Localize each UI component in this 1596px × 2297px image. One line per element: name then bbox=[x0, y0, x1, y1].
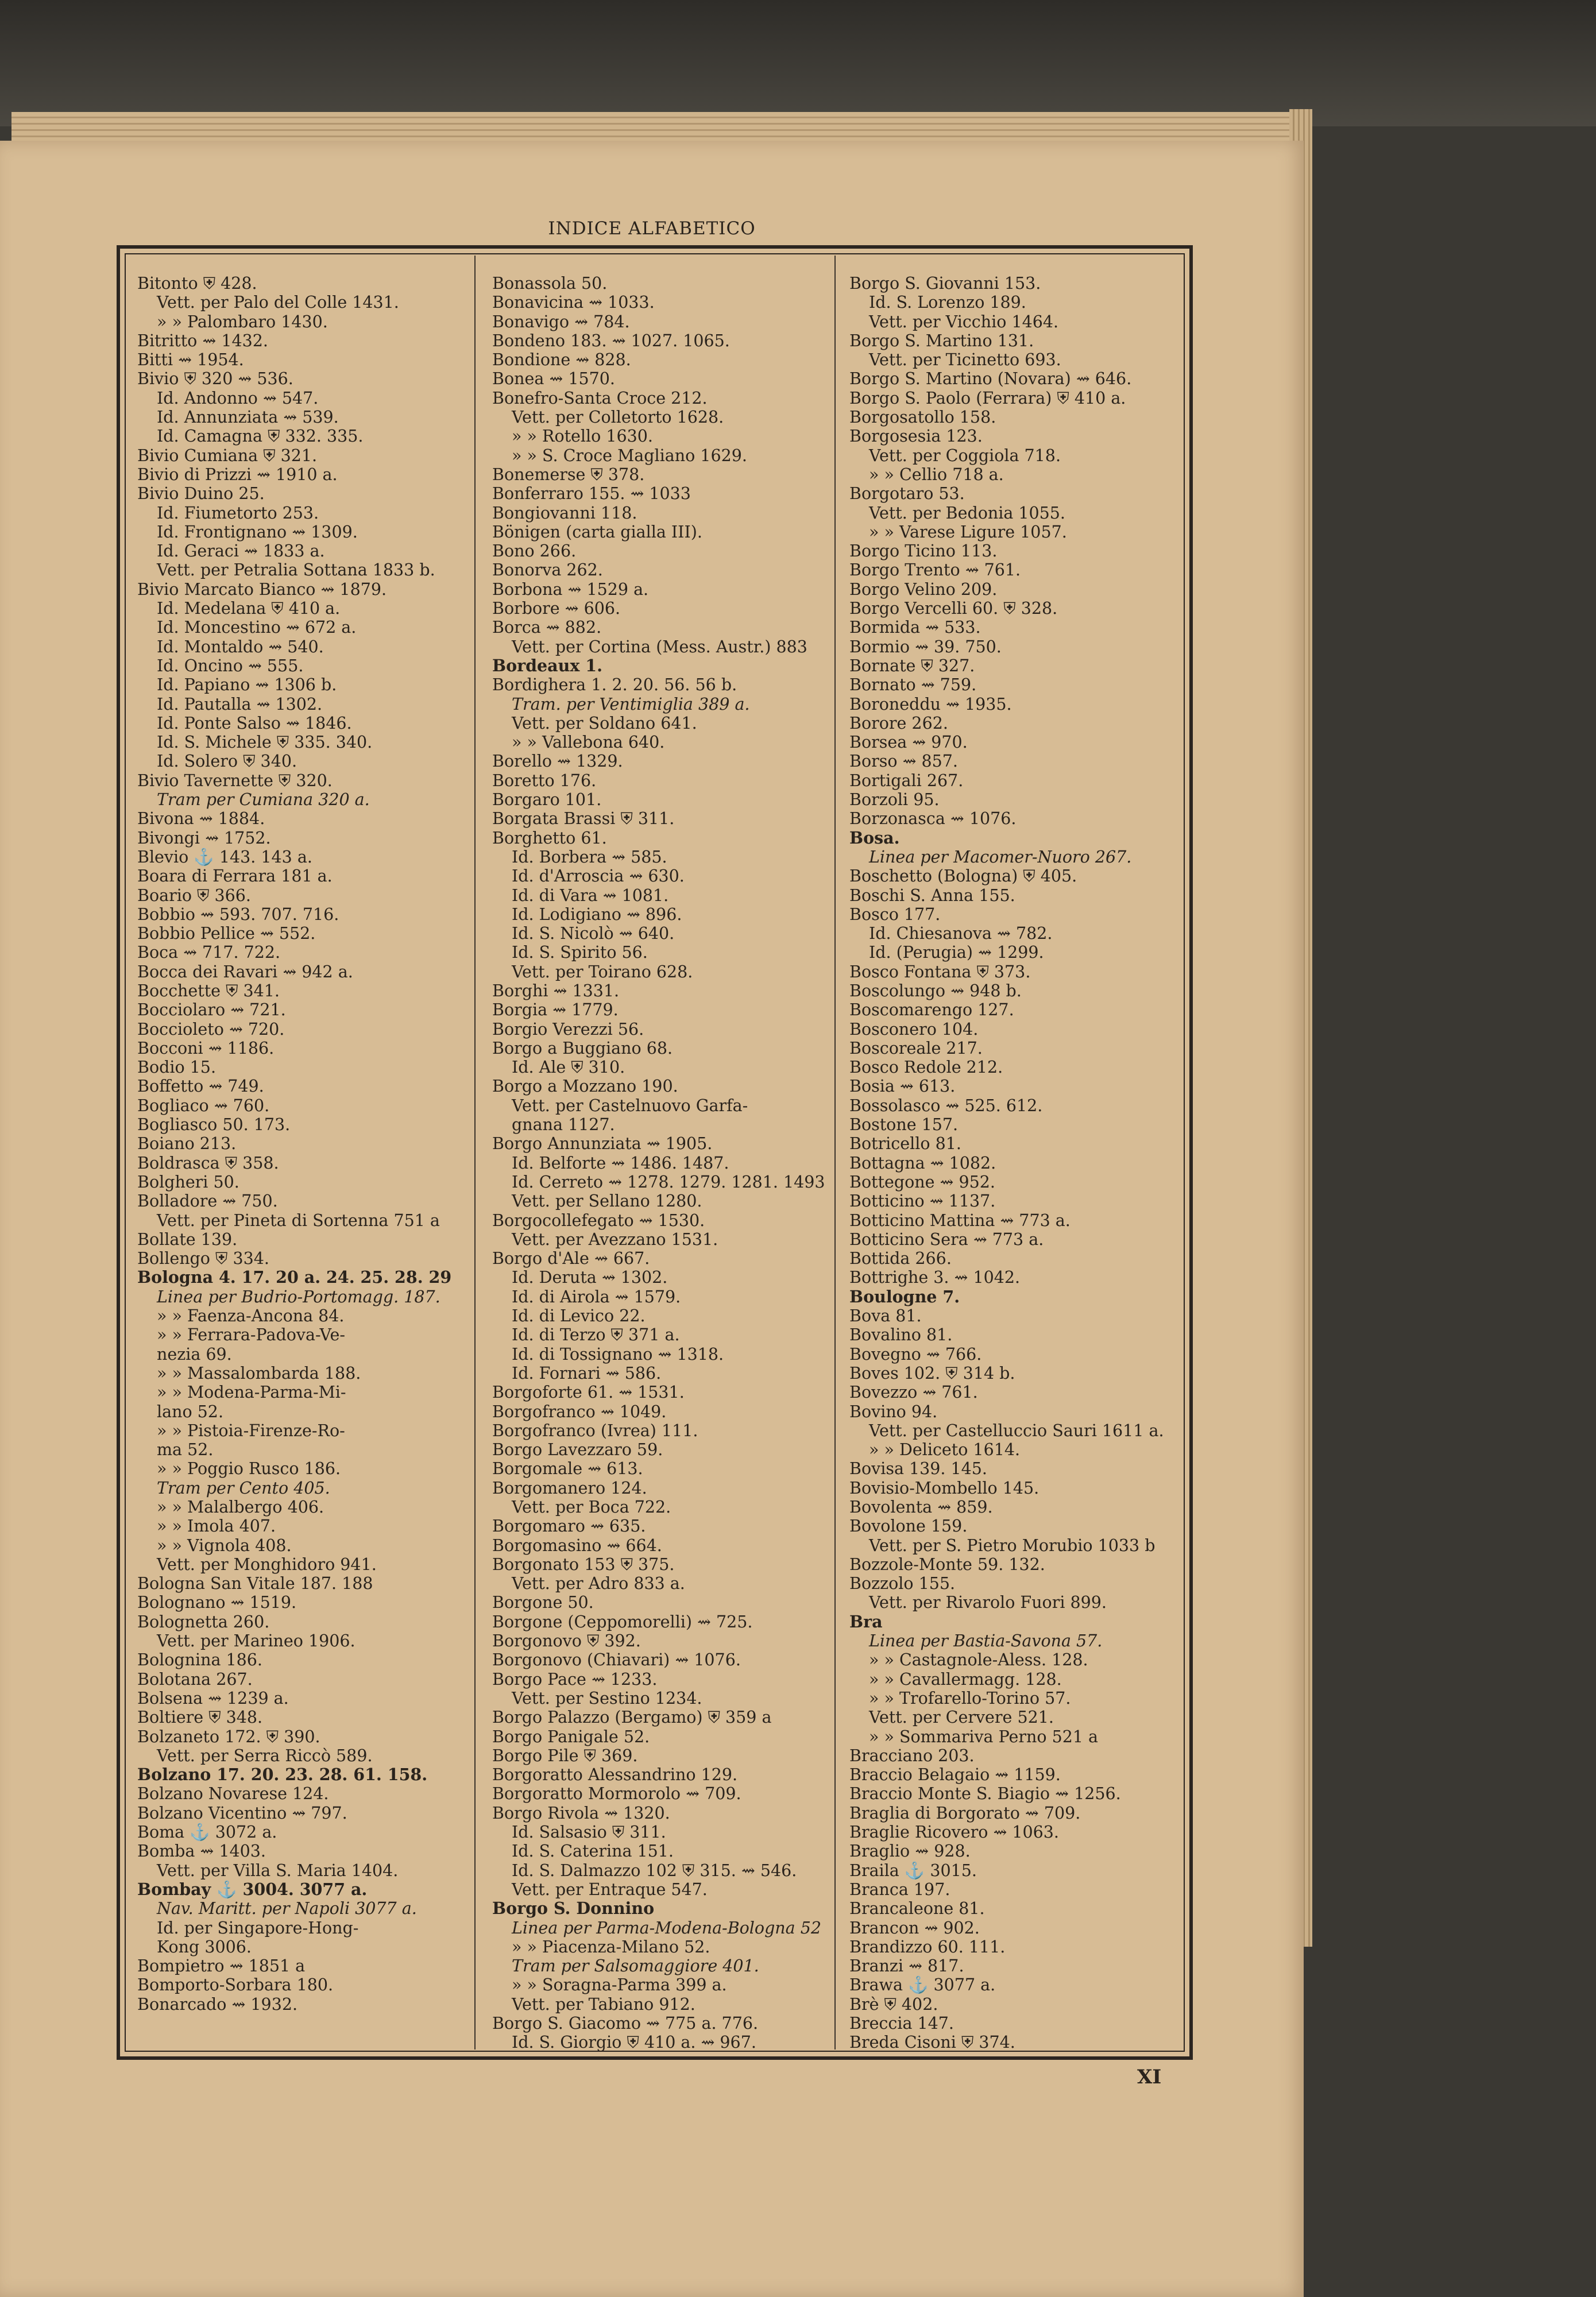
index-entry: » » Massalombarda 188. bbox=[157, 1363, 361, 1383]
index-entry: Borsea ⇝ 970. bbox=[849, 733, 968, 752]
index-entry: Botticino Mattina ⇝ 773 a. bbox=[849, 1211, 1071, 1230]
index-entry: Bormida ⇝ 533. bbox=[849, 618, 981, 637]
index-entry: Bocca dei Ravari ⇝ 942 a. bbox=[137, 962, 353, 981]
index-entry: Bortigali 267. bbox=[849, 771, 964, 790]
index-entry: Id. di Vara ⇝ 1081. bbox=[512, 885, 669, 905]
index-entry: Bollengo ⛨ 334. bbox=[137, 1249, 269, 1269]
index-entry: Vett. per Toirano 628. bbox=[512, 962, 693, 981]
index-entry: Vett. per Castelnuovo Garfa- bbox=[512, 1096, 748, 1115]
index-entry: Tram. per Ventimiglia 389 a. bbox=[512, 694, 750, 714]
index-entry: Brancon ⇝ 902. bbox=[849, 1918, 980, 1938]
index-entry: Bolzano 17. 20. 23. 28. 61. 158. bbox=[137, 1765, 428, 1785]
index-entry: Linea per Bastia-Savona 57. bbox=[869, 1631, 1103, 1651]
index-entry: » » Soragna-Parma 399 a. bbox=[512, 1975, 727, 1995]
index-entry: Bottagna ⇝ 1082. bbox=[849, 1153, 996, 1173]
index-entry: Id. Frontignano ⇝ 1309. bbox=[157, 522, 358, 542]
index-entry: Boffetto ⇝ 749. bbox=[137, 1077, 264, 1096]
index-entry: Vett. per Castelluccio Sauri 1611 a. bbox=[869, 1421, 1164, 1440]
index-entry: Borgo Pace ⇝ 1233. bbox=[492, 1669, 658, 1689]
index-entry: Brè ⛨ 402. bbox=[849, 1994, 938, 2014]
index-entry: Bonavicina ⇝ 1033. bbox=[492, 293, 655, 312]
index-entry: Borghi ⇝ 1331. bbox=[492, 981, 620, 1000]
index-entry: Bosa. bbox=[849, 828, 900, 848]
index-entry: Brandizzo 60. 111. bbox=[849, 1937, 1006, 1956]
index-entry: lano 52. bbox=[157, 1402, 224, 1421]
index-entry: Borgonovo ⛨ 392. bbox=[492, 1631, 641, 1651]
index-entry: Vett. per Pineta di Sortenna 751 a bbox=[157, 1211, 440, 1230]
index-entry: Bolgheri 50. bbox=[137, 1172, 239, 1192]
index-entry: Borgocollefegato ⇝ 1530. bbox=[492, 1211, 705, 1230]
index-entry: Bitonto ⛨ 428. bbox=[137, 274, 257, 293]
index-entry: » » Modena-Parma-Mi- bbox=[157, 1383, 346, 1402]
index-entry: Bovisa 139. 145. bbox=[849, 1459, 987, 1479]
index-entry: Id. S. Caterina 151. bbox=[512, 1842, 674, 1861]
index-entry: » » Piacenza-Milano 52. bbox=[512, 1937, 710, 1956]
index-entry: Bolzaneto 172. ⛨ 390. bbox=[137, 1727, 320, 1746]
index-column-2 bbox=[492, 274, 831, 2052]
index-entry: Borgo Panigale 52. bbox=[492, 1727, 650, 1746]
index-entry: Vett. per Boca 722. bbox=[512, 1498, 671, 1517]
index-entry: Boscolungo ⇝ 948 b. bbox=[849, 981, 1022, 1000]
index-frame bbox=[117, 245, 1193, 2060]
index-entry: » » Deliceto 1614. bbox=[869, 1440, 1021, 1460]
index-entry: Tram per Cento 405. bbox=[157, 1478, 330, 1498]
index-entry: » » Trofarello-Torino 57. bbox=[869, 1688, 1071, 1708]
index-entry: Borgomaro ⇝ 635. bbox=[492, 1517, 646, 1536]
index-entry: Kong 3006. bbox=[157, 1937, 252, 1956]
index-entry: Borgonato 153 ⛨ 375. bbox=[492, 1554, 675, 1574]
index-entry: Boves 102. ⛨ 314 b. bbox=[849, 1363, 1015, 1383]
index-entry: Bordighera 1. 2. 20. 56. 56 b. bbox=[492, 675, 737, 695]
index-entry: Vett. per Adro 833 a. bbox=[512, 1574, 685, 1594]
index-entry: Boroneddu ⇝ 1935. bbox=[849, 694, 1012, 714]
index-entry: Boara di Ferrara 181 a. bbox=[137, 867, 333, 886]
index-entry: Bivona ⇝ 1884. bbox=[137, 809, 265, 829]
index-entry: Bozzolo 155. bbox=[849, 1574, 956, 1594]
background-top bbox=[0, 0, 1596, 126]
index-entry: Vett. per Petralia Sottana 1833 b. bbox=[157, 560, 435, 580]
index-entry: Borgosatollo 158. bbox=[849, 408, 996, 427]
index-entry: Bologna 4. 17. 20 a. 24. 25. 28. 29 bbox=[137, 1268, 452, 1287]
index-entry: Borgo Velino 209. bbox=[849, 579, 998, 599]
index-entry: Bönigen (carta gialla III). bbox=[492, 522, 702, 542]
index-entry: Bobbio ⇝ 593. 707. 716. bbox=[137, 904, 339, 924]
index-entry: Vett. per Vicchio 1464. bbox=[869, 312, 1059, 331]
index-entry: Vett. per S. Pietro Morubio 1033 b bbox=[869, 1536, 1156, 1555]
index-entry: Borgoratto Alessandrino 129. bbox=[492, 1765, 738, 1785]
index-entry: Id. per Singapore-Hong- bbox=[157, 1918, 359, 1938]
index-entry: Borgo Ticino 113. bbox=[849, 542, 998, 561]
index-entry: Id. Cerreto ⇝ 1278. 1279. 1281. 1493 bbox=[512, 1172, 825, 1192]
index-entry: Id. Lodigiano ⇝ 896. bbox=[512, 904, 682, 924]
index-entry: Bolognano ⇝ 1519. bbox=[137, 1593, 297, 1612]
index-entry: Boschi S. Anna 155. bbox=[849, 885, 1015, 905]
index-entry: Bolzano Vicentino ⇝ 797. bbox=[137, 1803, 347, 1823]
index-entry: Borgo Vercelli 60. ⛨ 328. bbox=[849, 599, 1058, 618]
index-entry: » » Imola 407. bbox=[157, 1517, 276, 1536]
index-entry: Boulogne 7. bbox=[849, 1287, 960, 1306]
index-entry: Bosia ⇝ 613. bbox=[849, 1077, 956, 1096]
index-entry: » » Cavallermagg. 128. bbox=[869, 1669, 1062, 1689]
index-entry: Bornate ⛨ 327. bbox=[849, 656, 975, 675]
index-entry: Bobbio Pellice ⇝ 552. bbox=[137, 924, 316, 943]
index-entry: Id. Belforte ⇝ 1486. 1487. bbox=[512, 1153, 729, 1173]
index-entry: Borgomasino ⇝ 664. bbox=[492, 1536, 662, 1555]
index-entry: Borzoli 95. bbox=[849, 790, 940, 810]
index-entry: Id. S. Lorenzo 189. bbox=[869, 293, 1026, 312]
index-entry: Bolsena ⇝ 1239 a. bbox=[137, 1688, 289, 1708]
index-entry: Id. Camagna ⛨ 332. 335. bbox=[157, 427, 364, 446]
index-entry: Borgio Verezzi 56. bbox=[492, 1019, 644, 1039]
index-entry: Braila ⚓ 3015. bbox=[849, 1861, 977, 1880]
index-entry: Bonea ⇝ 1570. bbox=[492, 369, 615, 389]
index-entry: Bocconi ⇝ 1186. bbox=[137, 1038, 275, 1058]
index-entry: Borgo S. Martino (Novara) ⇝ 646. bbox=[849, 369, 1132, 389]
index-entry: Botricello 81. bbox=[849, 1134, 961, 1154]
index-entry: Boschetto (Bologna) ⛨ 405. bbox=[849, 867, 1077, 886]
index-entry: Vett. per Avezzano 1531. bbox=[512, 1229, 718, 1249]
index-entry: Id. Ponte Salso ⇝ 1846. bbox=[157, 713, 352, 733]
index-entry: » » Poggio Rusco 186. bbox=[157, 1459, 341, 1479]
index-entry: Bivio Duino 25. bbox=[137, 484, 265, 504]
index-entry: Vett. per Villa S. Maria 1404. bbox=[157, 1861, 399, 1880]
index-entry: Boltiere ⛨ 348. bbox=[137, 1708, 263, 1727]
index-entry: Linea per Macomer-Nuoro 267. bbox=[869, 847, 1132, 867]
index-entry: Bondeno 183. ⇝ 1027. 1065. bbox=[492, 331, 730, 350]
index-entry: Borgomanero 124. bbox=[492, 1478, 647, 1498]
index-entry: Bornato ⇝ 759. bbox=[849, 675, 977, 695]
index-entry: Borgo d'Ale ⇝ 667. bbox=[492, 1249, 650, 1269]
index-entry: Borgaro 101. bbox=[492, 790, 602, 810]
index-entry: Boscomarengo 127. bbox=[849, 1000, 1014, 1020]
index-entry: Borgo S. Paolo (Ferrara) ⛨ 410 a. bbox=[849, 388, 1126, 408]
index-entry: Braglio ⇝ 928. bbox=[849, 1842, 971, 1861]
index-entry: Vett. per Cortina (Mess. Austr.) 883 bbox=[512, 637, 807, 656]
index-entry: Nav. Maritt. per Napoli 3077 a. bbox=[157, 1899, 417, 1919]
index-entry: Boario ⛨ 366. bbox=[137, 885, 251, 905]
index-entry: Bonassola 50. bbox=[492, 274, 608, 293]
index-entry: Id. Salsasio ⛨ 311. bbox=[512, 1823, 666, 1842]
index-entry: » » Pistoia-Firenze-Ro- bbox=[157, 1421, 345, 1440]
index-entry: Borgonovo (Chiavari) ⇝ 1076. bbox=[492, 1650, 741, 1670]
index-column-1 bbox=[137, 274, 476, 2014]
index-entry: Bonarcado ⇝ 1932. bbox=[137, 1994, 298, 2014]
index-entry: Botticino Sera ⇝ 773 a. bbox=[849, 1229, 1044, 1249]
index-entry: » » Vallebona 640. bbox=[512, 733, 665, 752]
book-page bbox=[0, 141, 1304, 2297]
index-entry: Borgo Lavezzaro 59. bbox=[492, 1440, 663, 1460]
index-entry: Branzi ⇝ 817. bbox=[849, 1956, 964, 1976]
index-entry: Borbona ⇝ 1529 a. bbox=[492, 579, 649, 599]
index-entry: Boccioleto ⇝ 720. bbox=[137, 1019, 285, 1039]
index-entry: Vett. per Rivarolo Fuori 899. bbox=[869, 1593, 1107, 1612]
index-entry: Bollate 139. bbox=[137, 1229, 238, 1249]
index-entry: Bono 266. bbox=[492, 542, 577, 561]
index-entry: » » Sommariva Perno 521 a bbox=[869, 1727, 1099, 1746]
index-entry: Vett. per Ticinetto 693. bbox=[869, 350, 1061, 370]
index-entry: » » Varese Ligure 1057. bbox=[869, 522, 1067, 542]
index-entry: Brancaleone 81. bbox=[849, 1899, 985, 1919]
index-entry: Boscoreale 217. bbox=[849, 1038, 983, 1058]
index-entry: » » Malalbergo 406. bbox=[157, 1498, 324, 1517]
index-entry: Borgosesia 123. bbox=[849, 427, 983, 446]
index-entry: Borgofranco ⇝ 1049. bbox=[492, 1402, 667, 1421]
index-entry: Bormio ⇝ 39. 750. bbox=[849, 637, 1002, 656]
index-entry: Vett. per Monghidoro 941. bbox=[157, 1554, 377, 1574]
index-entry: Boretto 176. bbox=[492, 771, 597, 790]
index-entry: Id. S. Nicolò ⇝ 640. bbox=[512, 924, 675, 943]
index-entry: Boiano 213. bbox=[137, 1134, 237, 1154]
index-entry: Borgo Pile ⛨ 369. bbox=[492, 1746, 638, 1765]
index-column-3 bbox=[849, 274, 1188, 2052]
index-entry: Bovolenta ⇝ 859. bbox=[849, 1498, 993, 1517]
index-entry: Tram per Cumiana 320 a. bbox=[157, 790, 370, 810]
index-entry: Borgoratto Mormorolo ⇝ 709. bbox=[492, 1784, 741, 1804]
index-entry: Vett. per Tabiano 912. bbox=[512, 1994, 695, 2014]
index-entry: Vett. per Cervere 521. bbox=[869, 1708, 1054, 1727]
index-entry: Bottida 266. bbox=[849, 1249, 952, 1269]
index-entry: Bosco Redole 212. bbox=[849, 1058, 1003, 1077]
index-entry: Bonferraro 155. ⇝ 1033 bbox=[492, 484, 691, 504]
index-entry: Bovegno ⇝ 766. bbox=[849, 1344, 982, 1364]
index-entry: Braccio Belagaio ⇝ 1159. bbox=[849, 1765, 1061, 1785]
index-entry: Bivio Tavernette ⛨ 320. bbox=[137, 771, 333, 790]
index-entry: Bostone 157. bbox=[849, 1115, 959, 1135]
index-entry: Borgoforte 61. ⇝ 1531. bbox=[492, 1383, 685, 1402]
index-entry: Id. Chiesanova ⇝ 782. bbox=[869, 924, 1053, 943]
index-entry: Id. Moncestino ⇝ 672 a. bbox=[157, 618, 357, 637]
index-entry: Braccio Monte S. Biagio ⇝ 1256. bbox=[849, 1784, 1121, 1804]
index-entry: Id. S. Giorgio ⛨ 410 a. ⇝ 967. bbox=[512, 2033, 756, 2052]
index-entry: Linea per Budrio-Portomagg. 187. bbox=[157, 1287, 440, 1306]
index-entry: Id. Oncino ⇝ 555. bbox=[157, 656, 304, 675]
index-entry: Bitritto ⇝ 1432. bbox=[137, 331, 268, 350]
index-entry: Bogliaco ⇝ 760. bbox=[137, 1096, 270, 1115]
index-entry: Bolognetta 260. bbox=[137, 1612, 270, 1631]
index-entry: » » Vignola 408. bbox=[157, 1536, 292, 1555]
index-entry: Bonefro-Santa Croce 212. bbox=[492, 388, 708, 408]
index-entry: Vett. per Serra Riccò 589. bbox=[157, 1746, 373, 1765]
index-entry: Bocciolaro ⇝ 721. bbox=[137, 1000, 286, 1020]
index-entry: nezia 69. bbox=[157, 1344, 232, 1364]
index-entry: Braglia di Borgorato ⇝ 709. bbox=[849, 1803, 1081, 1823]
index-entry: Borgo Rivola ⇝ 1320. bbox=[492, 1803, 670, 1823]
index-entry: Id. d'Arroscia ⇝ 630. bbox=[512, 867, 685, 886]
index-entry: Borore 262. bbox=[849, 713, 948, 733]
page-number: XI bbox=[1137, 2066, 1162, 2089]
index-entry: Id. S. Michele ⛨ 335. 340. bbox=[157, 733, 373, 752]
index-entry: Borgo S. Donnino bbox=[492, 1899, 655, 1919]
index-entry: Borgone 50. bbox=[492, 1593, 594, 1612]
index-entry: Bova 81. bbox=[849, 1306, 922, 1326]
index-entry: Id. Montaldo ⇝ 540. bbox=[157, 637, 324, 656]
index-entry: Id. Geraci ⇝ 1833 a. bbox=[157, 542, 325, 561]
index-entry: Borgo S. Giacomo ⇝ 775 a. 776. bbox=[492, 2014, 759, 2033]
index-entry: » » S. Croce Magliano 1629. bbox=[512, 446, 747, 465]
index-entry: Borgata Brassi ⛨ 311. bbox=[492, 809, 675, 829]
index-entry: Vett. per Coggiola 718. bbox=[869, 446, 1061, 465]
index-entry: Bombay ⚓ 3004. 3077 a. bbox=[137, 1880, 368, 1899]
index-entry: Bossolasco ⇝ 525. 612. bbox=[849, 1096, 1043, 1115]
index-entry: Borgone (Ceppomorelli) ⇝ 725. bbox=[492, 1612, 753, 1631]
index-entry: » » Palombaro 1430. bbox=[157, 312, 328, 331]
index-entry: Bolognina 186. bbox=[137, 1650, 262, 1670]
index-entry: Botticino ⇝ 1137. bbox=[849, 1192, 996, 1211]
index-entry: Id. (Perugia) ⇝ 1299. bbox=[869, 943, 1044, 962]
index-entry: Blevio ⚓ 143. 143 a. bbox=[137, 847, 312, 867]
index-entry: Bolladore ⇝ 750. bbox=[137, 1192, 278, 1211]
index-entry: Id. Ale ⛨ 310. bbox=[512, 1058, 625, 1077]
index-entry: Bolzano Novarese 124. bbox=[137, 1784, 329, 1804]
index-entry: Vett. per Marineo 1906. bbox=[157, 1631, 355, 1651]
index-entry: Borgo Trento ⇝ 761. bbox=[849, 560, 1021, 580]
index-entry: Id. di Levico 22. bbox=[512, 1306, 646, 1326]
index-entry: gnana 1127. bbox=[512, 1115, 615, 1135]
index-entry: Tram per Salsomaggiore 401. bbox=[512, 1956, 759, 1976]
column-divider bbox=[834, 256, 836, 2049]
index-entry: Bongiovanni 118. bbox=[492, 503, 637, 523]
index-entry: Id. Deruta ⇝ 1302. bbox=[512, 1268, 668, 1287]
index-entry: Borgomale ⇝ 613. bbox=[492, 1459, 643, 1479]
index-entry: Borca ⇝ 882. bbox=[492, 618, 602, 637]
index-entry: » » Faenza-Ancona 84. bbox=[157, 1306, 345, 1326]
index-entry: Bivio ⛨ 320 ⇝ 536. bbox=[137, 369, 293, 389]
index-entry: Borghetto 61. bbox=[492, 828, 607, 848]
index-entry: » » Cellio 718 a. bbox=[869, 465, 1004, 484]
index-entry: Breda Cisoni ⛨ 374. bbox=[849, 2033, 1015, 2052]
index-entry: Bolotana 267. bbox=[137, 1669, 253, 1689]
index-entry: Id. di Terzo ⛨ 371 a. bbox=[512, 1325, 680, 1345]
index-entry: Vett. per Sestino 1234. bbox=[512, 1688, 702, 1708]
index-entry: Bovezzo ⇝ 761. bbox=[849, 1383, 978, 1402]
index-entry: Bosconero 104. bbox=[849, 1019, 979, 1039]
index-entry: Borgofranco (Ivrea) 111. bbox=[492, 1421, 698, 1440]
index-entry: Bovisio-Mombello 145. bbox=[849, 1478, 1039, 1498]
index-entry: Bra bbox=[849, 1612, 883, 1631]
index-entry: Bologna San Vitale 187. 188 bbox=[137, 1574, 373, 1594]
index-entry: Id. Borbera ⇝ 585. bbox=[512, 847, 667, 867]
index-entry: Borgo a Buggiano 68. bbox=[492, 1038, 673, 1058]
index-entry: » » Castagnole-Aless. 128. bbox=[869, 1650, 1088, 1670]
index-entry: Borbore ⇝ 606. bbox=[492, 599, 621, 618]
index-entry: Branca 197. bbox=[849, 1880, 950, 1899]
index-entry: Linea per Parma-Modena-Bologna 52 bbox=[512, 1918, 821, 1938]
index-entry: » » Ferrara-Padova-Ve- bbox=[157, 1325, 345, 1345]
index-entry: Bozzole-Monte 59. 132. bbox=[849, 1554, 1045, 1574]
index-entry: Id. Papiano ⇝ 1306 b. bbox=[157, 675, 337, 695]
index-entry: Id. Annunziata ⇝ 539. bbox=[157, 408, 339, 427]
index-entry: Bitti ⇝ 1954. bbox=[137, 350, 244, 370]
index-entry: Borgo S. Giovanni 153. bbox=[849, 274, 1041, 293]
index-entry: Bondione ⇝ 828. bbox=[492, 350, 631, 370]
index-entry: Bogliasco 50. 173. bbox=[137, 1115, 291, 1135]
index-entry: Id. S. Spirito 56. bbox=[512, 943, 648, 962]
index-entry: Id. Andonno ⇝ 547. bbox=[157, 388, 319, 408]
index-entry: Bovolone 159. bbox=[849, 1517, 968, 1536]
index-entry: Bovalino 81. bbox=[849, 1325, 953, 1345]
index-entry: Id. Solero ⛨ 340. bbox=[157, 752, 297, 771]
index-entry: Borgo a Mozzano 190. bbox=[492, 1077, 678, 1096]
index-entry: Bocchette ⛨ 341. bbox=[137, 981, 280, 1000]
index-entry: Id. di Airola ⇝ 1579. bbox=[512, 1287, 681, 1306]
index-entry: Borgo S. Martino 131. bbox=[849, 331, 1034, 350]
index-entry: ma 52. bbox=[157, 1440, 214, 1460]
index-entry: Borzonasca ⇝ 1076. bbox=[849, 809, 1017, 829]
index-entry: Bomporto-Sorbara 180. bbox=[137, 1975, 334, 1995]
index-entry: Boca ⇝ 717. 722. bbox=[137, 943, 281, 962]
index-entry: Borso ⇝ 857. bbox=[849, 752, 958, 771]
index-entry: Vett. per Soldano 641. bbox=[512, 713, 697, 733]
index-entry: Bivio Marcato Bianco ⇝ 1879. bbox=[137, 579, 387, 599]
page-title: INDICE ALFABETICO bbox=[548, 218, 756, 239]
index-entry: Bonemerse ⛨ 378. bbox=[492, 465, 645, 484]
index-entry: Id. Fornari ⇝ 586. bbox=[512, 1363, 662, 1383]
index-entry: Id. Medelana ⛨ 410 a. bbox=[157, 599, 341, 618]
index-entry: Id. Pautalla ⇝ 1302. bbox=[157, 694, 323, 714]
index-entry: Boma ⚓ 3072 a. bbox=[137, 1823, 277, 1842]
index-entry: » » Rotello 1630. bbox=[512, 427, 653, 446]
index-entry: Bivio Cumiana ⛨ 321. bbox=[137, 446, 318, 465]
index-entry: Borgo Annunziata ⇝ 1905. bbox=[492, 1134, 713, 1154]
index-entry: Borgia ⇝ 1779. bbox=[492, 1000, 619, 1020]
index-entry: Vett. per Entraque 547. bbox=[512, 1880, 708, 1899]
index-entry: Bottegone ⇝ 952. bbox=[849, 1172, 995, 1192]
index-entry: Id. di Tossignano ⇝ 1318. bbox=[512, 1344, 724, 1364]
index-entry: Borgo Palazzo (Bergamo) ⛨ 359 a bbox=[492, 1708, 772, 1727]
index-entry: Id. Fiumetorto 253. bbox=[157, 503, 319, 523]
index-entry: Braglie Ricovero ⇝ 1063. bbox=[849, 1823, 1059, 1842]
index-entry: Bordeaux 1. bbox=[492, 656, 603, 675]
index-entry: Bosco 177. bbox=[849, 904, 941, 924]
index-entry: Bomba ⇝ 1403. bbox=[137, 1842, 266, 1861]
index-entry: Bosco Fontana ⛨ 373. bbox=[849, 962, 1031, 981]
index-entry: Vett. per Colletorto 1628. bbox=[512, 408, 724, 427]
index-entry: Vett. per Sellano 1280. bbox=[512, 1192, 702, 1211]
index-entry: Bovino 94. bbox=[849, 1402, 938, 1421]
index-entry: Borello ⇝ 1329. bbox=[492, 752, 623, 771]
index-entry: Bodio 15. bbox=[137, 1058, 217, 1077]
index-entry: Bonavigo ⇝ 784. bbox=[492, 312, 630, 331]
index-entry: Bottrighe 3. ⇝ 1042. bbox=[849, 1268, 1021, 1287]
index-entry: Id. S. Dalmazzo 102 ⛨ 315. ⇝ 546. bbox=[512, 1861, 797, 1880]
index-entry: Bracciano 203. bbox=[849, 1746, 975, 1765]
index-entry: Vett. per Bedonia 1055. bbox=[869, 503, 1065, 523]
index-entry: Bompietro ⇝ 1851 a bbox=[137, 1956, 306, 1976]
index-entry: Brawa ⚓ 3077 a. bbox=[849, 1975, 996, 1995]
index-entry: Bivongi ⇝ 1752. bbox=[137, 828, 271, 848]
index-entry: Vett. per Palo del Colle 1431. bbox=[157, 293, 399, 312]
index-entry: Bonorva 262. bbox=[492, 560, 603, 580]
index-entry: Borgotaro 53. bbox=[849, 484, 965, 504]
index-entry: Breccia 147. bbox=[849, 2014, 954, 2033]
index-entry: Bivio di Prizzi ⇝ 1910 a. bbox=[137, 465, 338, 484]
index-entry: Boldrasca ⛨ 358. bbox=[137, 1153, 279, 1173]
